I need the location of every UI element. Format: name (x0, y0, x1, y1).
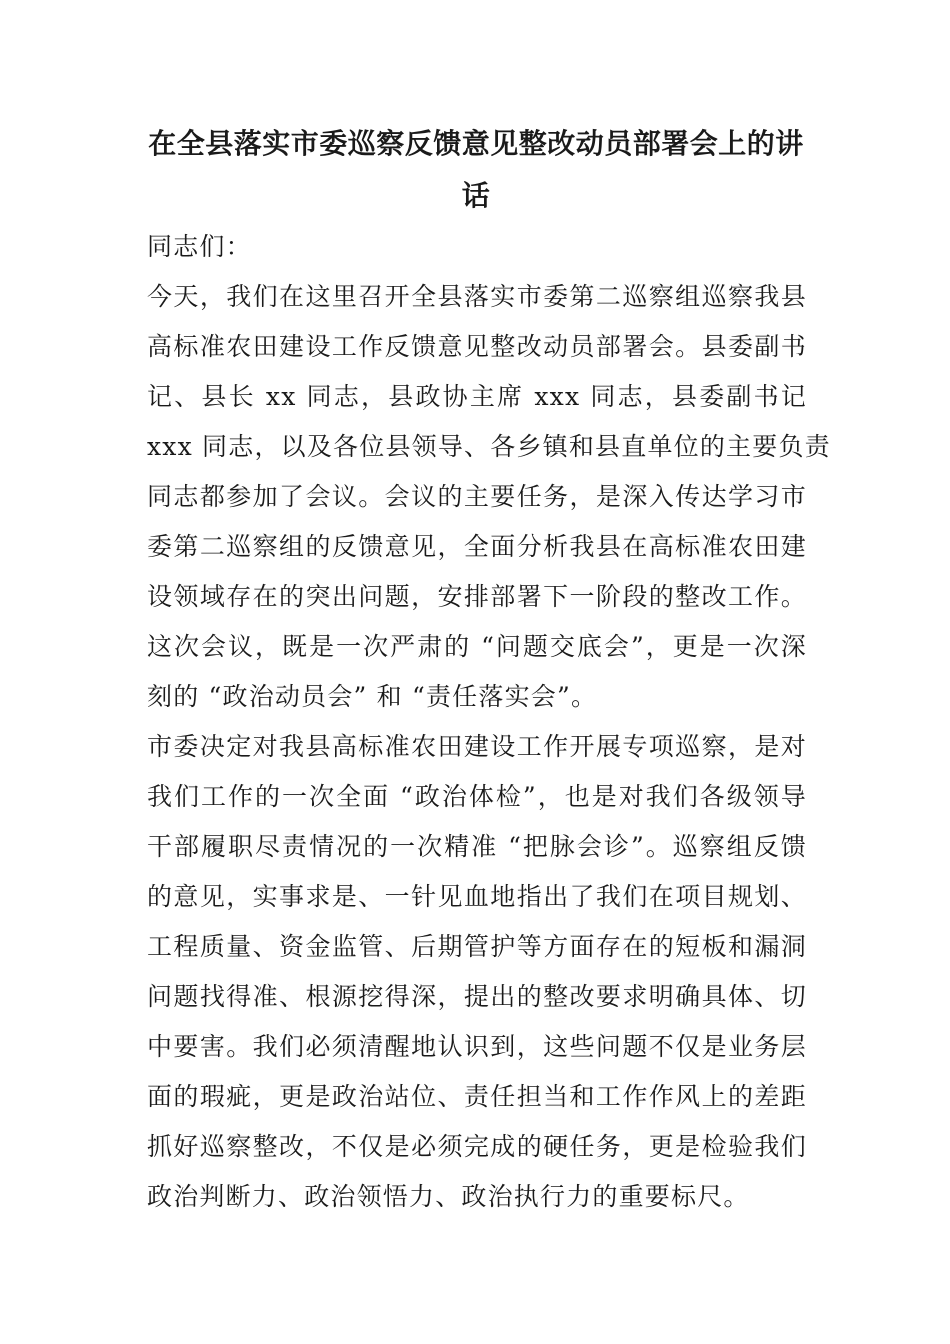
paragraph-line: 同志都参加了会议。会议的主要任务，是深入传达学习市 (147, 482, 807, 511)
paragraph-line: 问题找得准、根源挖得深，提出的整改要求明确具体、切 (147, 982, 807, 1011)
paragraph-line: 今天，我们在这里召开全县落实市委第二巡察组巡察我县 (147, 282, 807, 311)
document-title (142, 118, 810, 222)
paragraph-line: 设领域存在的突出问题，安排部署下一阶段的整改工作。 (147, 582, 807, 611)
greeting: 同志们： (147, 232, 252, 261)
paragraph-line: 我们工作的一次全面 “政治体检”，也是对我们各级领导 (147, 782, 807, 811)
paragraph-line: 这次会议，既是一次严肃的 “问题交底会”，更是一次深 (147, 632, 807, 661)
paragraph-line: 市委决定对我县高标准农田建设工作开展专项巡察，是对 (147, 732, 807, 761)
paragraph-line: 高标准农田建设工作反馈意见整改动员部署会。县委副书 (147, 332, 807, 361)
paragraph-line: 记、县长 xx 同志，县政协主席 xxx 同志，县委副书记 (147, 382, 807, 411)
paragraph-2 (147, 722, 807, 1222)
title-line-2: 话 (461, 179, 491, 212)
document-body (147, 222, 831, 1222)
paragraph-line: 抓好巡察整改，不仅是必须完成的硬任务，更是检验我们 (147, 1132, 807, 1161)
paragraph-line: 的意见，实事求是、一针见血地指出了我们在项目规划、 (147, 882, 807, 911)
paragraph-line: 政治判断力、政治领悟力、政治执行力的重要标尺。 (147, 1182, 750, 1211)
paragraph-line: 工程质量、资金监管、后期管护等方面存在的短板和漏洞 (147, 932, 807, 961)
title-line-1: 在全县落实市委巡察反馈意见整改动员部署会上的讲 (148, 127, 804, 160)
paragraph-line: 干部履职尽责情况的一次精准 “把脉会诊”。巡察组反馈 (147, 832, 807, 861)
paragraph-line: 刻的 “政治动员会” 和 “责任落实会”。 (147, 682, 598, 711)
paragraph-line: 中要害。我们必须清醒地认识到，这些问题不仅是业务层 (147, 1032, 807, 1061)
paragraph-line: 委第二巡察组的反馈意见，全面分析我县在高标准农田建 (147, 532, 807, 561)
paragraph-line: xxx 同志，以及各位县领导、各乡镇和县直单位的主要负责 (147, 432, 831, 461)
paragraph-1 (147, 272, 831, 722)
paragraph-line: 面的瑕疵，更是政治站位、责任担当和工作作风上的差距 (147, 1082, 807, 1111)
